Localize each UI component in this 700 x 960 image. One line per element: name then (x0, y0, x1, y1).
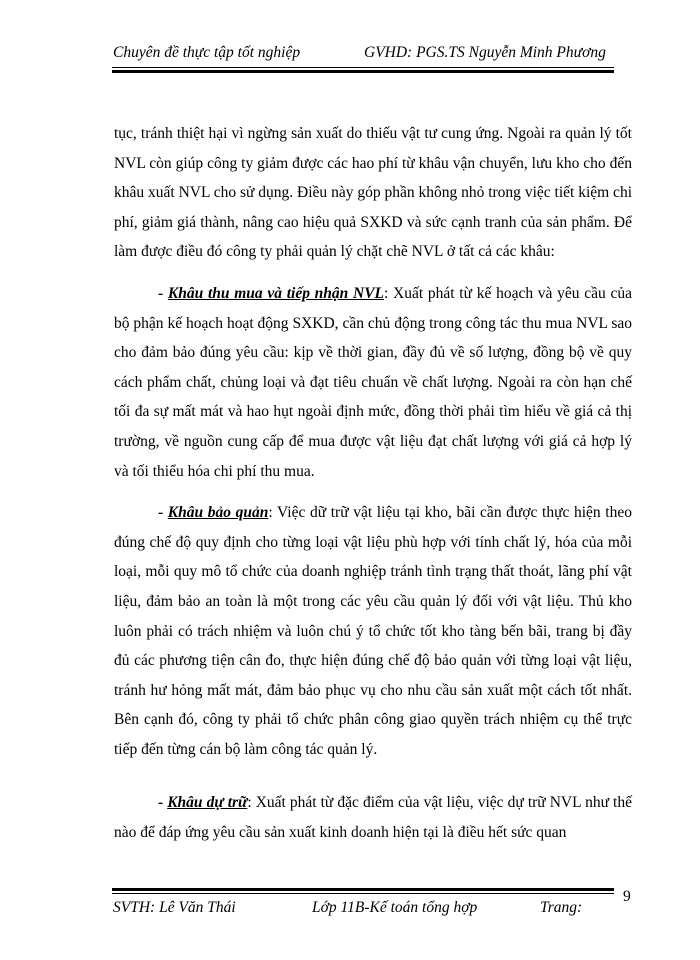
paragraph-text: : Xuất phát từ kế hoạch và yêu cầu của bộ phận kế hoạch hoạt động SXKD, cần chủ động trong công tác thu mua NVL sao cho đảm bảo đúng yêu cầu: kịp về thời gian, đầy đủ về số lượng, đồng bộ về quy cách phẩm chất, chủng loại và đạt tiêu chuẩn về chất lượng. Ngoài ra còn hạn chế tối đa sự mất mát và hao hụt ngoài định mức, đồng thời phải tìm hiểu về giá cả thị trường, về nguồn cung cấp để mua được vật liệu đạt chất lượng với giá cả hợp lý và tối thiểu hóa chi phí thu mua. (114, 284, 632, 480)
header-right: GVHD: PGS.TS Nguyễn Minh Phương (364, 44, 606, 61)
header-rule-thin (112, 67, 614, 68)
footer-page-label: Trang: (540, 899, 583, 916)
header-rule-thick (112, 70, 614, 73)
paragraph-prefix: - (158, 504, 168, 522)
paragraph-lead: Khâu bảo quản (167, 504, 269, 522)
paragraph-purchasing (114, 279, 632, 486)
paragraph-prefix: - (158, 284, 168, 302)
page-body (114, 119, 632, 848)
paragraph-reserve (114, 788, 632, 847)
page-number: 9 (623, 888, 631, 905)
paragraph-text: tục, tránh thiệt hại vì ngừng sản xuất do thiếu vật tư cung ứng. Ngoài ra quản lý tốt NVL còn giúp công ty giảm được các hao phí từ khâu vận chuyển, lưu kho cho đến khâu xuất NVL cho sử dụng. Điều này góp phần không nhỏ trong việc tiết kiệm chi phí, giảm giá thành, nâng cao hiệu quả SXKD và sức cạnh tranh của sản phẩm. Để làm được điều đó công ty phải quản lý chặt chẽ NVL ở tất cả các khâu: (114, 125, 632, 261)
footer-class: Lớp 11B-Kế toán tổng hợp (312, 899, 478, 916)
paragraph-storage (114, 498, 632, 764)
paragraph-prefix: - (158, 794, 168, 812)
header-left: Chuyên đề thực tập tốt nghiệp (113, 44, 301, 61)
paragraph-intro (114, 119, 632, 267)
footer-student: SVTH: Lê Văn Thái (113, 899, 236, 916)
paragraph-lead: Khâu dự trữ (167, 794, 248, 812)
footer-rule-thick (112, 888, 614, 891)
paragraph-lead: Khâu thu mua và tiếp nhận NVL (167, 284, 385, 302)
paragraph-text: : Việc dữ trữ vật liệu tại kho, bãi cần được thực hiện theo đúng chế độ quy định cho từng loại vật liệu phù hợp với tính chất lý, hóa của mỗi loại, mỗi quy mô tổ chức của doanh nghiệp tránh tình trạng thất thoát, lãng phí vật liệu, đảm bảo an toàn là một trong các yêu cầu quản lý đối với vật liệu. Thủ kho luôn phải có trách nhiệm và luôn chú ý tổ chức tốt kho tàng bến bãi, trang bị đầy đủ các phương tiện cân đo, thực hiện đúng chế độ bảo quản với từng loại vật liệu, tránh hư hỏng mất mát, đảm bảo phục vụ cho nhu cầu sản xuất một cách tốt nhất. Bên cạnh đó, công ty phải tổ chức phân công giao quyền trách nhiệm cụ thể trực tiếp đến từng cán bộ làm công tác quản lý. (114, 504, 632, 758)
footer-rule-thin (112, 893, 614, 894)
paragraph-text: : Xuất phát từ đặc điểm của vật liệu, việc dự trữ NVL như thế nào để đáp ứng yêu cầu sản xuất kinh doanh hiện tại là điều hết sức quan (114, 794, 632, 842)
